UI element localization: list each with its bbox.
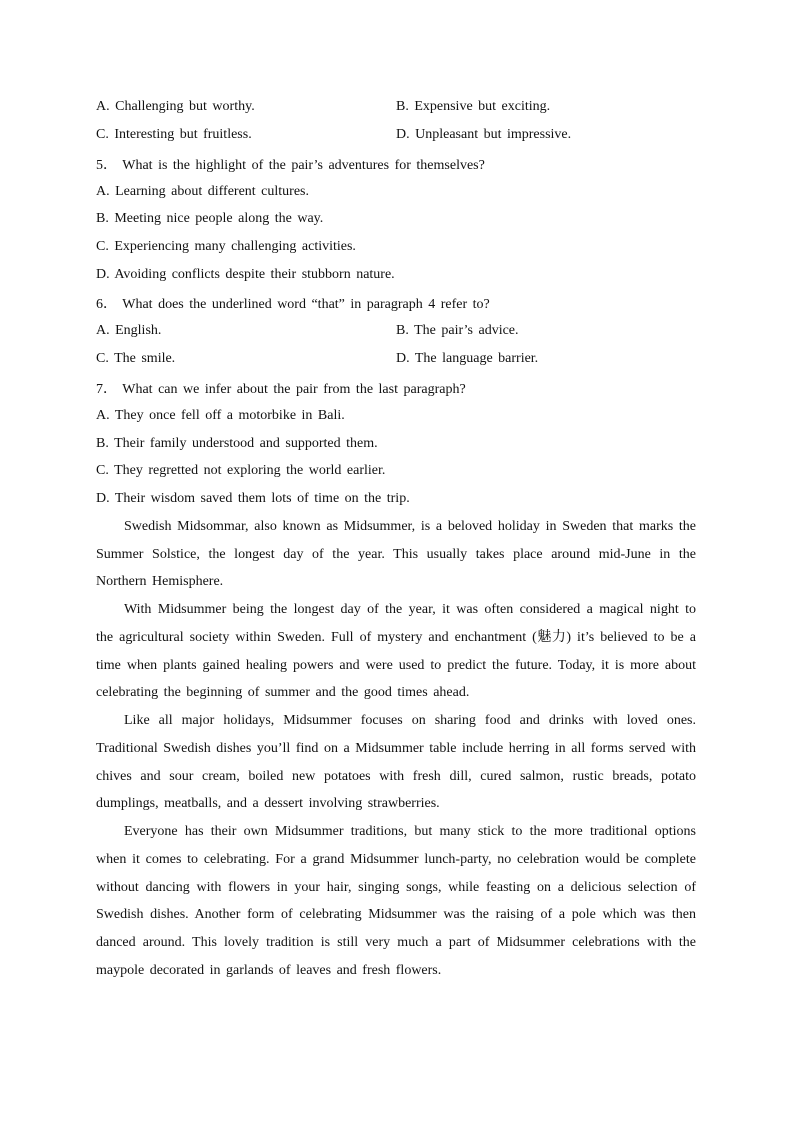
q4-options-row-2 bbox=[96, 121, 696, 149]
reading-passage bbox=[96, 513, 696, 985]
q4-option-d: D. Unpleasant but impressive. bbox=[396, 127, 572, 142]
q6-option-b: B. The pair’s advice. bbox=[396, 323, 519, 339]
q5-option-b: B. Meeting nice people along the way. bbox=[96, 211, 324, 227]
q7-option-c: C. They regretted not exploring the world earlier. bbox=[96, 463, 386, 479]
q7-option-b: B. Their family understood and supported them. bbox=[96, 435, 378, 451]
q4-option-c: C. Interesting but fruitless. bbox=[96, 127, 252, 142]
q5-option-c: C. Experiencing many challenging activities. bbox=[96, 238, 356, 254]
q7-option-a: A. They once fell off a motorbike in Bali. bbox=[96, 408, 345, 424]
q5-option-a: A. Learning about different cultures. bbox=[96, 183, 310, 199]
passage-paragraph-3: Like all major holidays, Midsummer focuses on sharing food and drinks with loved ones. Traditional Swedish dishes you’ll find on a Midsummer table include herring in all forms served with chives and sour cream, boiled new potatoes with fresh dill, cured salmon, rustic breads, potato dumplings, meatballs, and a dessert involving strawberries. bbox=[96, 713, 696, 812]
q6-stem: 6． What does the underlined word “that” in paragraph 4 refer to? bbox=[96, 296, 490, 312]
q4-option-b: B. Expensive but exciting. bbox=[396, 99, 551, 114]
passage-paragraph-2: With Midsummer being the longest day of the year, it was often considered a magical night to the agricultural society within Sweden. Full of mystery and enchantment (魅力) it’s believed to be a time when plants gained healing powers and were used to predict the future. Today, it is more about celebrating the beginning of summer and the good times ahead. bbox=[96, 602, 696, 701]
q5-option-d: D. Avoiding conflicts despite their stubborn nature. bbox=[96, 266, 395, 282]
q6-option-c: C. The smile. bbox=[96, 351, 176, 367]
q5-stem: 5． What is the highlight of the pair’s adventures for themselves? bbox=[96, 157, 485, 173]
q6-option-d: D. The language barrier. bbox=[396, 351, 539, 367]
q4-option-a: A. Challenging but worthy. bbox=[96, 99, 255, 114]
passage-paragraph-1: Swedish Midsommar, also known as Midsummer, is a beloved holiday in Sweden that marks the Summer Solstice, the longest day of the year. This usually takes place around mid-June in the Northern Hemisphere. bbox=[96, 518, 696, 590]
q4-options-row-1 bbox=[96, 93, 696, 121]
q6-options-row-1 bbox=[96, 317, 696, 345]
exam-page bbox=[96, 93, 696, 985]
q6-options-row-2 bbox=[96, 345, 696, 373]
passage-paragraph-4: Everyone has their own Midsummer traditions, but many stick to the more traditional options when it comes to celebrating. For a grand Midsummer lunch-party, no celebration would be complete without dancing with flowers in your hair, singing songs, while feasting on a delicious selection of Swedish dishes. Another form of celebrating Midsummer was the raising of a pole which was then danced around. This lovely tradition is still very much a part of Midsummer celebrations with the maypole decorated in garlands of leaves and fresh flowers. bbox=[96, 824, 696, 978]
q6-option-a: A. English. bbox=[96, 323, 162, 339]
q7-stem: 7． What can we infer about the pair from the last paragraph? bbox=[96, 381, 466, 397]
q7-option-d: D. Their wisdom saved them lots of time on the trip. bbox=[96, 490, 410, 506]
